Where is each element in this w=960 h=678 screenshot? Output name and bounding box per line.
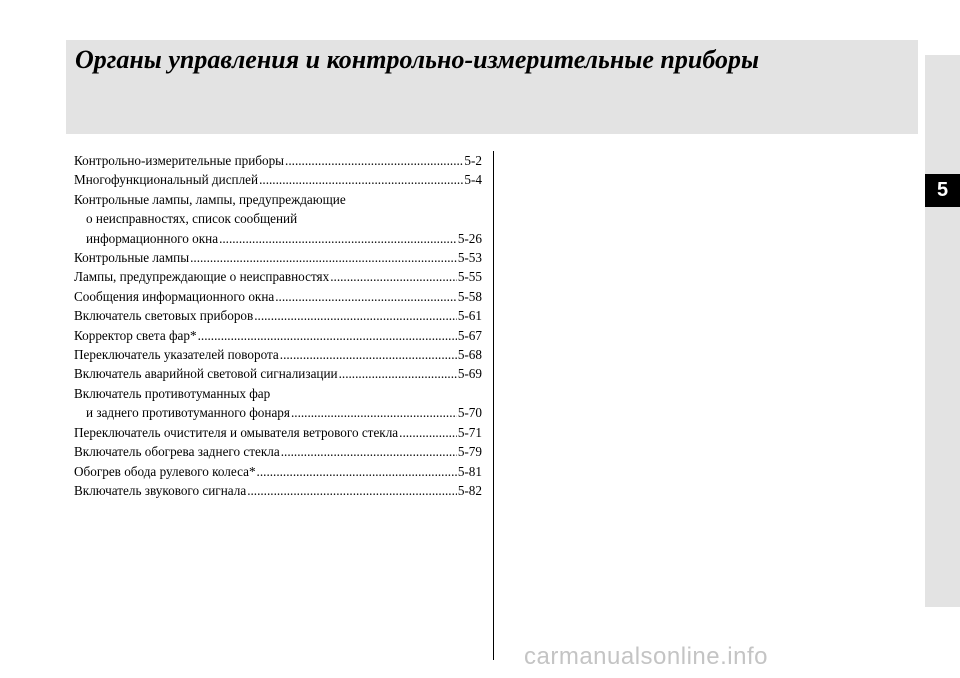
toc-page-number[interactable]: 5-58 — [457, 288, 482, 304]
toc-line — [74, 403, 482, 422]
toc-page-number[interactable]: 5-71 — [457, 424, 482, 440]
toc-entry[interactable] — [74, 267, 482, 286]
toc-page-number[interactable]: 5-79 — [457, 444, 482, 460]
toc-dot-leader — [291, 403, 457, 422]
toc-dot-leader — [281, 442, 457, 461]
toc-line — [74, 442, 482, 461]
toc-entry[interactable] — [74, 384, 482, 423]
toc-dot-leader — [198, 326, 457, 345]
toc-dot-leader — [339, 364, 457, 383]
toc-line — [74, 190, 482, 209]
toc-entry-title: Сообщения информационного окна — [74, 288, 275, 304]
toc-page-number[interactable]: 5-4 — [464, 172, 482, 188]
toc-dot-leader — [280, 345, 457, 364]
table-of-contents — [74, 151, 482, 500]
toc-entry-title: Включатель противотуманных фар — [74, 385, 271, 401]
toc-dot-leader — [257, 462, 457, 481]
toc-entry-title: Контрольные лампы, лампы, предупреждающие — [74, 191, 346, 207]
toc-entry-title: Обогрев обода рулевого колеса* — [74, 463, 256, 479]
toc-line — [74, 384, 482, 403]
toc-dot-leader — [285, 151, 463, 170]
toc-entry[interactable] — [74, 423, 482, 442]
toc-line — [74, 423, 482, 442]
chapter-title: Органы управления и контрольно-измерительные приборы — [75, 45, 759, 74]
toc-line — [74, 229, 482, 248]
toc-entry[interactable] — [74, 364, 482, 383]
toc-entry-title: Контрольные лампы — [74, 250, 190, 266]
toc-line — [74, 170, 482, 189]
toc-dot-leader — [399, 423, 457, 442]
chapter-number-tab[interactable]: 5 — [925, 174, 960, 207]
toc-dot-leader — [330, 267, 457, 286]
toc-line — [74, 345, 482, 364]
toc-page-number[interactable]: 5-68 — [457, 347, 482, 363]
toc-entry-title: Включатель звукового сигнала — [74, 482, 247, 498]
toc-page-number[interactable]: 5-2 — [464, 153, 482, 168]
toc-entry[interactable] — [74, 248, 482, 267]
toc-entry-title: Включатель обогрева заднего стекла — [74, 444, 280, 460]
toc-line — [74, 462, 482, 481]
toc-entry[interactable] — [74, 287, 482, 306]
toc-entry-title: Включатель световых приборов — [74, 308, 254, 324]
toc-dot-leader — [259, 170, 463, 189]
toc-page-number[interactable]: 5-61 — [457, 308, 482, 324]
toc-dot-leader — [190, 248, 457, 267]
toc-entry-title: информационного окна — [86, 230, 219, 246]
toc-page-number[interactable]: 5-69 — [457, 366, 482, 382]
toc-line — [74, 287, 482, 306]
toc-entry-title: Лампы, предупреждающие о неисправностях — [74, 269, 330, 285]
toc-line — [74, 364, 482, 383]
toc-entry-title: Переключатель очистителя и омывателя ветрового стекла — [74, 424, 399, 440]
side-tab-strip — [925, 55, 960, 607]
toc-page-number[interactable]: 5-81 — [457, 463, 482, 479]
toc-page-number[interactable]: 5-26 — [457, 230, 482, 246]
toc-entry[interactable] — [74, 345, 482, 364]
toc-line — [74, 306, 482, 325]
column-divider — [493, 151, 494, 660]
toc-line — [74, 151, 482, 170]
toc-entry[interactable] — [74, 306, 482, 325]
toc-page-number[interactable]: 5-67 — [457, 327, 482, 343]
toc-page-number[interactable]: 5-82 — [457, 482, 482, 498]
toc-entry-title: Контрольно-измерительные приборы — [74, 153, 285, 168]
toc-entry-title: и заднего противотуманного фонаря — [86, 405, 290, 421]
toc-line — [74, 326, 482, 345]
toc-page-number[interactable]: 5-55 — [457, 269, 482, 285]
toc-dot-leader — [254, 306, 457, 325]
toc-entry[interactable] — [74, 326, 482, 345]
toc-entry[interactable] — [74, 462, 482, 481]
toc-entry[interactable] — [74, 170, 482, 189]
toc-line — [74, 481, 482, 500]
toc-entry[interactable] — [74, 481, 482, 500]
toc-entry-title: Включатель аварийной световой сигнализации — [74, 366, 338, 382]
toc-dot-leader — [247, 481, 457, 500]
toc-entry[interactable] — [74, 190, 482, 248]
toc-entry-title: о неисправностях, список сообщений — [86, 211, 298, 227]
toc-dot-leader — [219, 229, 457, 248]
toc-line — [74, 209, 482, 228]
watermark: carmanualsonline.info — [524, 643, 768, 670]
toc-line — [74, 248, 482, 267]
toc-page-number[interactable]: 5-53 — [457, 250, 482, 266]
toc-line — [74, 267, 482, 286]
toc-entry-title: Переключатель указателей поворота — [74, 347, 279, 363]
toc-entry[interactable] — [74, 151, 482, 170]
toc-dot-leader — [275, 287, 457, 306]
toc-entry-title: Корректор света фар* — [74, 327, 197, 343]
toc-entry-title: Многофункциональный дисплей — [74, 172, 259, 188]
toc-entry[interactable] — [74, 442, 482, 461]
toc-page-number[interactable]: 5-70 — [457, 405, 482, 421]
chapter-header-band — [66, 40, 918, 134]
